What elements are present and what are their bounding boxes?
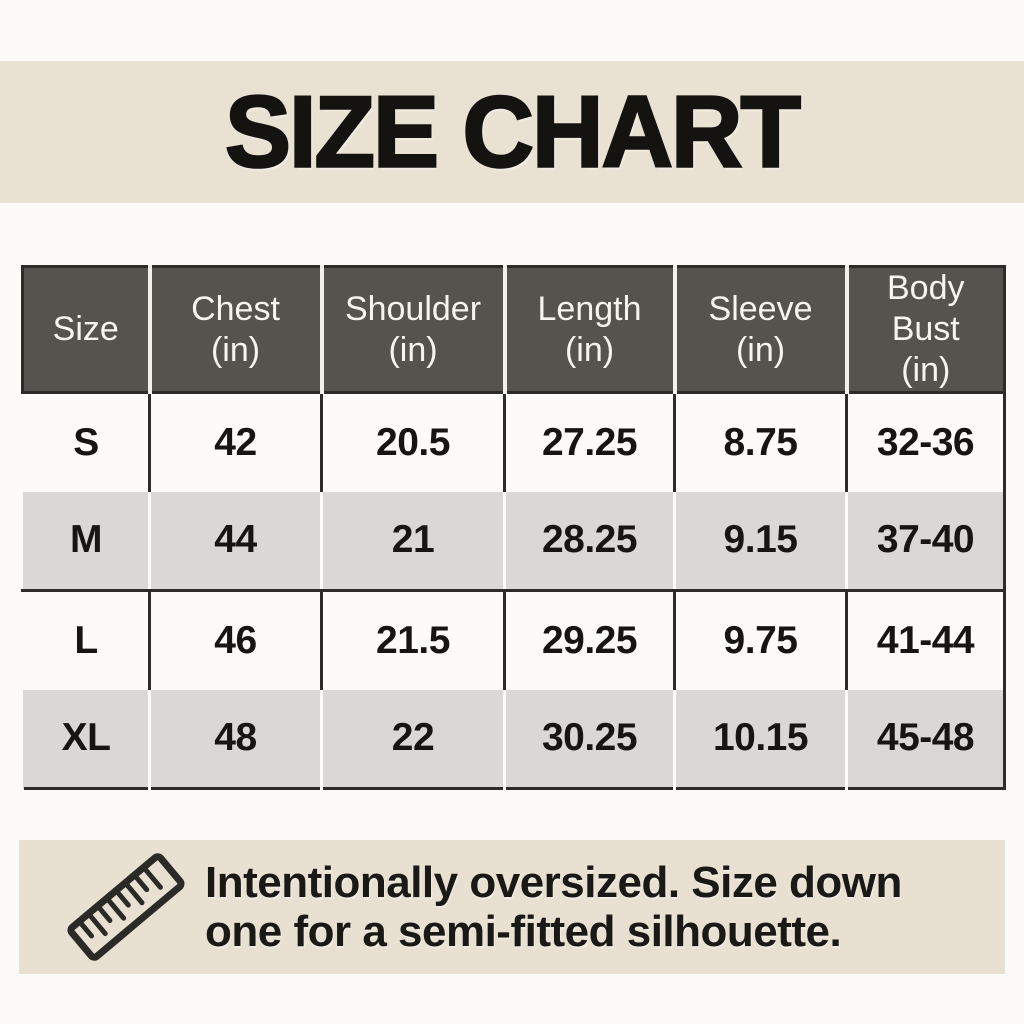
sleeve-cell: 10.15 [675, 690, 847, 789]
length-cell: 27.25 [505, 393, 675, 492]
column-header-chest [150, 267, 322, 393]
table-row-m [23, 492, 1005, 591]
column-header-shoulder [322, 267, 505, 393]
column-label: Sleeve [708, 289, 813, 328]
size-cell: M [23, 492, 150, 591]
chest-cell: 46 [150, 591, 322, 690]
column-unit: (in) [901, 351, 951, 389]
body-bust-cell: 41-44 [847, 591, 1005, 690]
column-header-length [505, 267, 675, 393]
size-table [21, 265, 1006, 790]
note-line-1: Intentionally oversized. Size down [205, 858, 902, 907]
shoulder-cell: 21 [322, 492, 505, 591]
shoulder-cell: 22 [322, 690, 505, 789]
size-cell: S [73, 420, 99, 464]
table-body [23, 393, 1005, 789]
length-cell: 28.25 [505, 492, 675, 591]
body-bust-cell: 32-36 [847, 393, 1005, 492]
column-unit: (in) [735, 330, 786, 369]
note-line-2: one for a semi-fitted silhouette. [205, 907, 842, 956]
oversized-note [205, 858, 902, 956]
size-cell: XL [23, 690, 150, 789]
sleeve-cell: 9.15 [675, 492, 847, 591]
column-header-sleeve [675, 267, 847, 393]
column-label: Shoulder [344, 289, 482, 328]
body-bust-cell: 37-40 [847, 492, 1005, 591]
column-unit: (in) [564, 330, 615, 369]
chest-cell: 42 [150, 393, 322, 492]
column-header-body-bust [847, 267, 1005, 393]
table-row-xl [23, 690, 1005, 789]
table-header [23, 267, 1005, 393]
shoulder-cell: 21.5 [322, 591, 505, 690]
note-band [19, 840, 1005, 974]
column-label: Chest [191, 289, 280, 328]
column-unit: (in) [388, 330, 438, 369]
table-row-l [23, 591, 1005, 690]
length-cell: 30.25 [505, 690, 675, 789]
length-cell: 29.25 [505, 591, 675, 690]
column-unit: (in) [210, 330, 261, 369]
shoulder-cell: 20.5 [322, 393, 505, 492]
column-label: Body Bust [887, 269, 965, 348]
header-row [23, 267, 1005, 393]
column-label: Length [537, 289, 642, 328]
column-header-size [23, 267, 150, 393]
body-bust-cell: 45-48 [847, 690, 1005, 789]
size-cell: L [74, 618, 98, 662]
sleeve-cell: 9.75 [675, 591, 847, 690]
chest-cell: 48 [150, 690, 322, 789]
chest-cell: 44 [150, 492, 322, 591]
title-band [0, 61, 1024, 203]
ruler-icon [61, 843, 191, 971]
page-title: SIZE CHART [225, 74, 799, 189]
table-row-s [23, 393, 1005, 492]
sleeve-cell: 8.75 [675, 393, 847, 492]
column-label: Size [52, 310, 119, 348]
